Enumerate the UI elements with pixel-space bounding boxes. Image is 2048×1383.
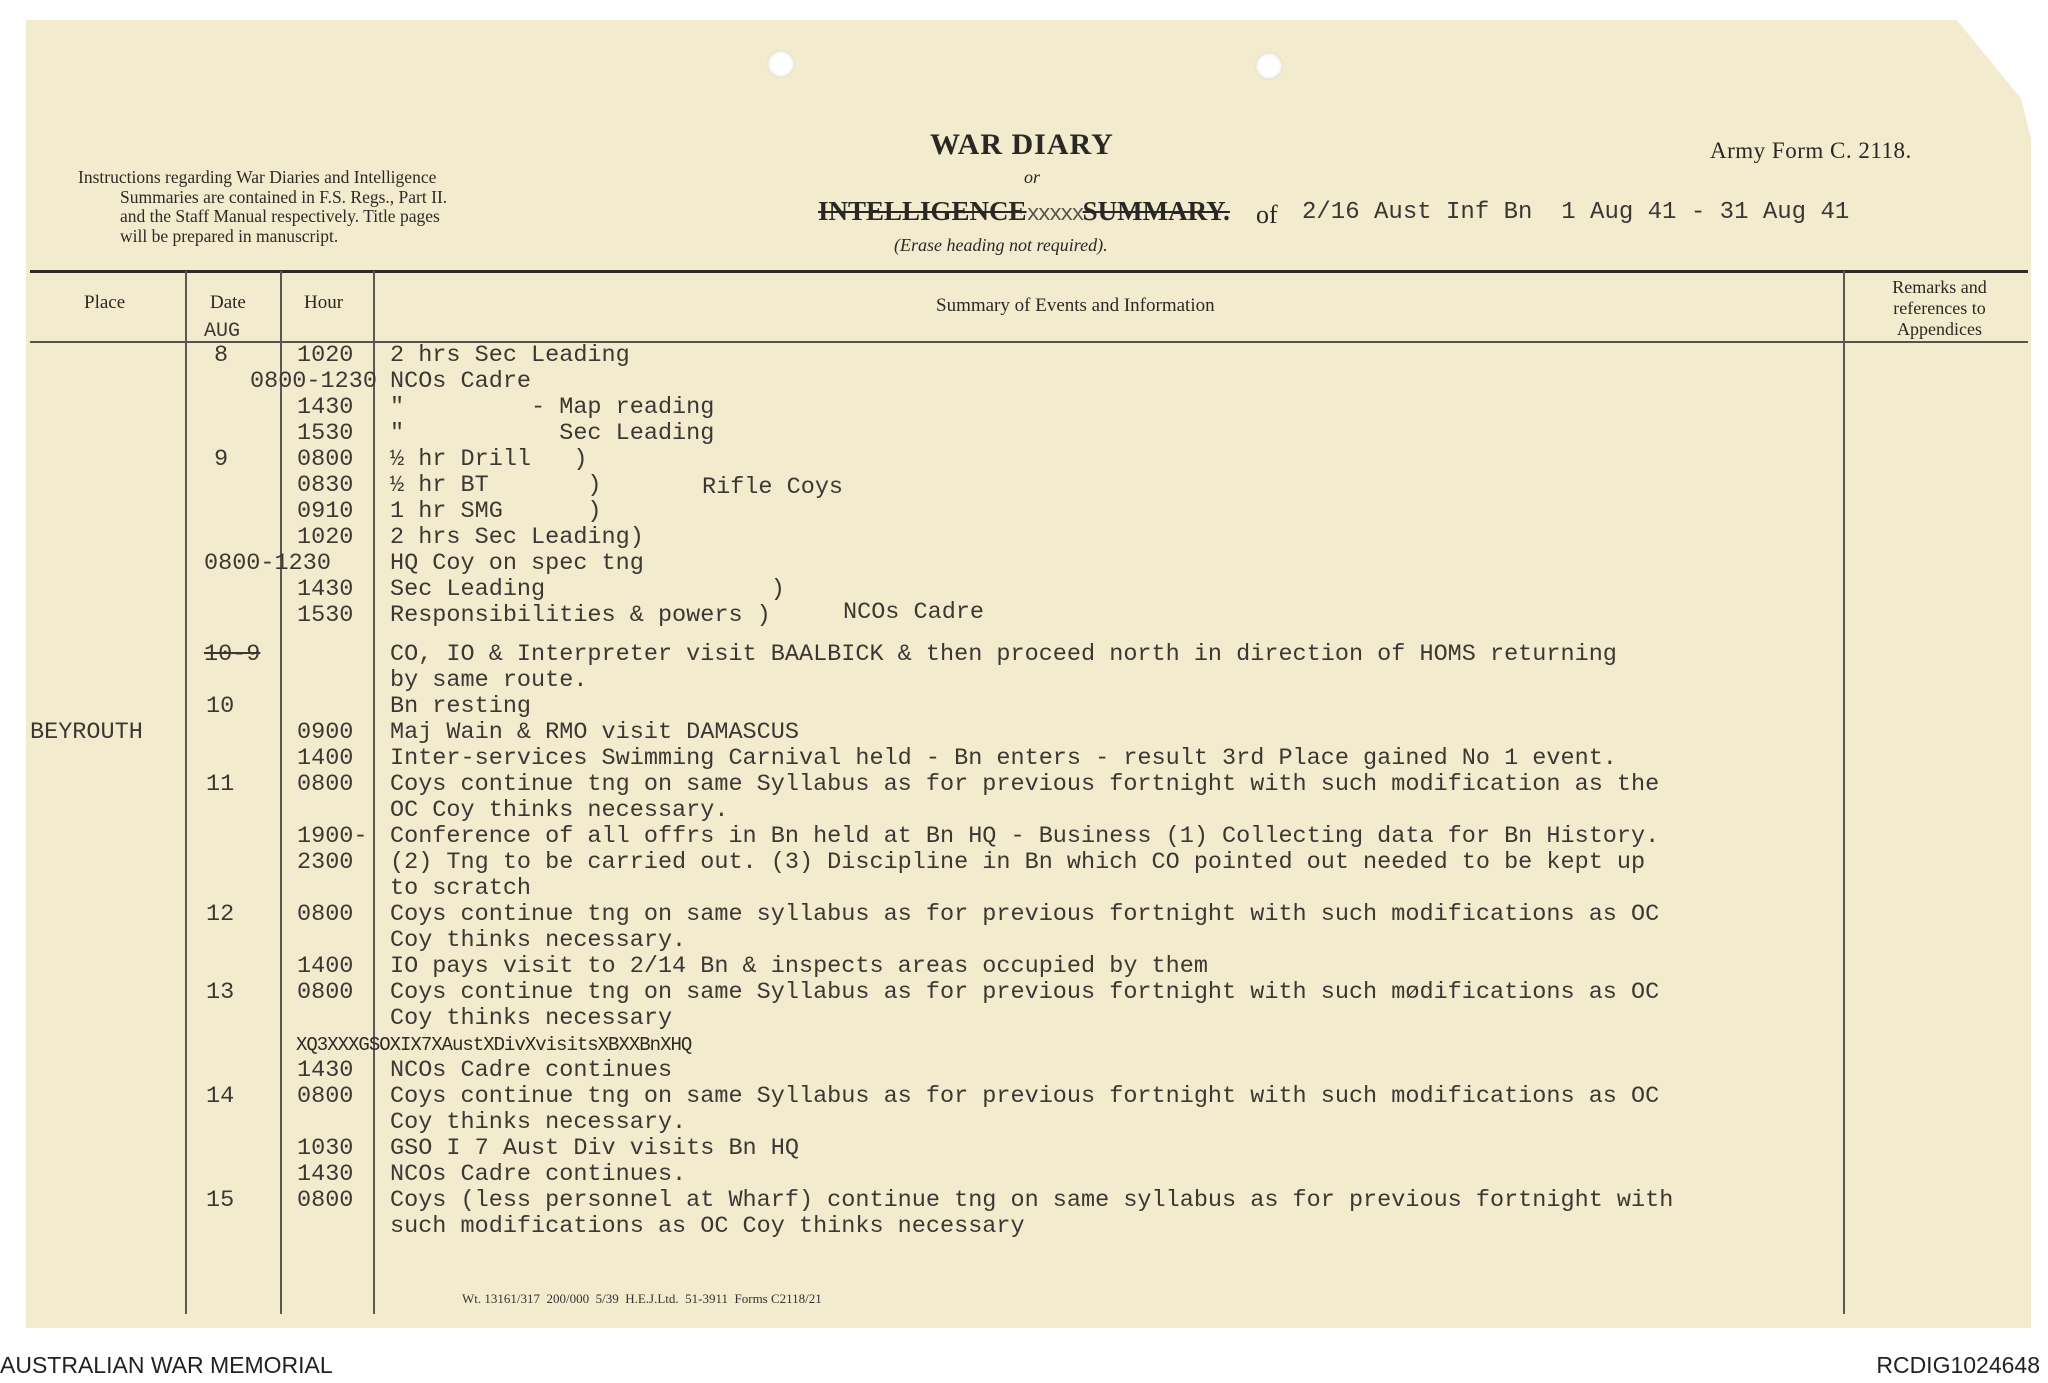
entry-text: NCOs Cadre continues. (390, 1161, 687, 1188)
annotation-ncos-cadre: NCOs Cadre (843, 599, 985, 626)
entry-text: Maj Wain & RMO visit DAMASCUS (390, 719, 799, 746)
entry-text: CO, IO & Interpreter visit BAALBICK & then proceed north in direction of HOMS returning (390, 641, 1617, 668)
entry-struck-text: XQ3XXXGSOXIX7XAustXDivXvisitsXBXXBnXHQ (296, 1034, 692, 1056)
column-header-place: Place (84, 292, 126, 313)
annotation-rifle-coys: Rifle Coys (702, 474, 844, 501)
entry-text: (2) Tng to be carried out. (3) Discipline in Bn which CO pointed out needed to be kept up (390, 849, 1646, 876)
watermark-right: RCDIG1024648 (1876, 1352, 2040, 1378)
title-war-diary: WAR DIARY (930, 128, 1114, 161)
entry-hour: 2300 (297, 849, 354, 876)
col-divider-summary (1843, 271, 1845, 1314)
entry-date: 9 (214, 446, 229, 473)
title-intelligence-summary: INTELLIGENCExxxxxSUMMARY. (818, 196, 1230, 227)
army-form-number: Army Form C. 2118. (1710, 138, 1912, 163)
entry-hour: 0800 (297, 979, 354, 1006)
entry-text: Coys continue tng on same Syllabus as for previous fortnight with such modifications as OC (390, 1083, 1660, 1110)
entry-text: Coys continue tng on same syllabus as for previous fortnight with such modifications as OC (390, 901, 1660, 928)
entry-hour: 0800 (297, 771, 354, 798)
entry-date: 10-9 (204, 641, 261, 668)
entry-text: OC Coy thinks necessary. (390, 797, 729, 824)
entry-hour: 1030 (297, 1135, 354, 1162)
entry-hour: 1430 (297, 394, 354, 421)
entry-hour: 0900 (297, 719, 354, 746)
entry-hour: 1900- (297, 823, 368, 850)
date-month: AUG (204, 320, 241, 343)
entry-text: to scratch (390, 875, 532, 902)
entry-date: 15 (206, 1187, 235, 1214)
column-header-date: Date (210, 292, 246, 313)
entry-text: " Sec Leading (390, 420, 715, 447)
entry-text: Coys continue tng on same Syllabus as for previous fortnight with such mødifications as OC (390, 979, 1660, 1006)
entry-date: 12 (206, 901, 235, 928)
entry-text: Coys (less personnel at Wharf) continue tng on same syllabus as for previous fortnight with (390, 1187, 1674, 1214)
instructions-line: Summaries are contained in F.S. Regs., Part II. (120, 186, 448, 207)
entry-text: Inter-services Swimming Carnival held - Bn enters - result 3rd Place gained No 1 event. (390, 745, 1617, 772)
entry-text: by same route. (390, 667, 588, 694)
entry-hour: 1400 (297, 953, 354, 980)
entry-text: Coys continue tng on same Syllabus as for previous fortnight with such modification as the (390, 771, 1660, 798)
column-header-summary: Summary of Events and Information (936, 295, 1215, 316)
entry-text: HQ Coy on spec tng (390, 550, 644, 577)
col-divider-place (185, 271, 187, 1314)
entry-hour: 0910 (297, 498, 354, 525)
col-divider-date (280, 271, 282, 1314)
entry-text: NCOs Cadre (390, 368, 532, 395)
entry-hour: 1430 (297, 576, 354, 603)
unit-and-period: 2/16 Aust Inf Bn 1 Aug 41 - 31 Aug 41 (1302, 199, 1850, 226)
entry-hour: 0800 (297, 446, 354, 473)
entry-text: 2 hrs Sec Leading) (390, 524, 644, 551)
entry-hour: 0800 (297, 901, 354, 928)
entry-date: 10 (206, 693, 235, 720)
entry-text: Conference of all offrs in Bn held at Bn HQ - Business (1) Collecting data for Bn History. (390, 823, 1660, 850)
table-top-rule (30, 270, 2028, 273)
instructions-line: Instructions regarding War Diaries and Intelligence (78, 167, 437, 187)
entry-text: Coy thinks necessary. (390, 927, 687, 954)
entry-text: GSO I 7 Aust Div visits Bn HQ (390, 1135, 799, 1162)
entry-hour: 0800 (297, 1187, 354, 1214)
entry-text: Sec Leading ) (390, 576, 785, 603)
entry-text: 1 hr SMG ) (390, 498, 602, 525)
entry-hour: 0800-1230 (250, 368, 377, 395)
entry-hour: 1400 (297, 745, 354, 772)
entry-text: " - Map reading (390, 394, 715, 421)
entry-date: 14 (206, 1083, 235, 1110)
entry-text: Coy thinks necessary. (390, 1109, 687, 1136)
punch-hole-left (767, 50, 795, 78)
entry-text: IO pays visit to 2/14 Bn & inspects areas occupied by them (390, 953, 1208, 980)
entry-date: 8 (214, 342, 229, 369)
title-erase-note: (Erase heading not required). (894, 235, 1108, 255)
entry-text: Bn resting (390, 693, 532, 720)
instructions-line: and the Staff Manual respectively. Title pages (120, 206, 440, 226)
instructions-line: will be prepared in manuscript. (120, 225, 339, 246)
entry-hour: 1020 (297, 524, 354, 551)
form-print-line: Wt. 13161/317 200/000 5/39 H.E.J.Ltd. 51-3911 Forms C2118/21 (462, 1291, 822, 1306)
entry-hour: 0800-1230 (204, 550, 331, 577)
col-divider-hour (373, 271, 375, 1314)
form-instructions (78, 168, 598, 246)
punch-hole-right (1255, 52, 1283, 80)
entry-text: NCOs Cadre continues (390, 1057, 673, 1084)
column-header-remarks: Remarks and references to Appendices (1892, 277, 1987, 339)
entry-hour: 1020 (297, 342, 354, 369)
entry-text: ½ hr Drill ) (390, 446, 588, 473)
entry-hour: 0800 (297, 1083, 354, 1110)
entry-text: ½ hr BT ) (390, 472, 602, 499)
entry-text: Responsibilities & powers ) (390, 602, 771, 629)
entry-text: such modifications as OC Coy thinks necessary (390, 1213, 1025, 1240)
title-or: or (1024, 167, 1041, 187)
entry-text: Coy thinks necessary (390, 1005, 673, 1032)
watermark-left: AUSTRALIAN WAR MEMORIAL (0, 1352, 333, 1378)
entry-hour: 1530 (297, 420, 354, 447)
entry-hour: 1430 (297, 1057, 354, 1084)
entry-date: 11 (206, 771, 235, 798)
column-header-hour: Hour (304, 292, 344, 313)
entry-place: BEYROUTH (30, 719, 143, 746)
entry-date: 13 (206, 979, 235, 1006)
entry-text: 2 hrs Sec Leading (390, 342, 630, 369)
entry-hour: 1430 (297, 1161, 354, 1188)
title-of: of (1256, 200, 1278, 229)
entry-hour: 1530 (297, 602, 354, 629)
entry-hour: 0830 (297, 472, 354, 499)
